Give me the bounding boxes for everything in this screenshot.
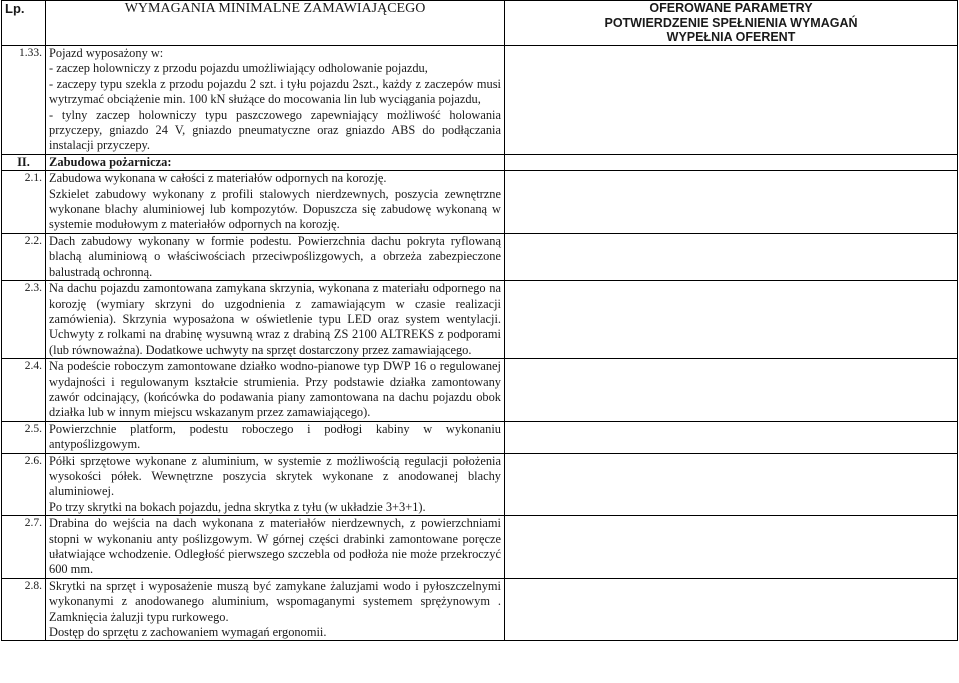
table-row-2-2 (2, 233, 958, 280)
requirement-paragraph: Powierzchnie platform, podestu roboczego i podłogi kabiny w wykonaniu antypoślizgowym. (49, 421, 501, 452)
row-number: 2.4. (2, 359, 46, 422)
requirement-paragraph: Szkielet zabudowy wykonany z profili stalowych nierdzewnych, poszycia zewnętrzne wykonane blachy aluminiowej lub kompozytów. Dopuszcza się zabudowę wykonaną w systemie modułowym z materiałów odpornych na korozję. (49, 186, 501, 232)
requirement-paragraph: Półki sprzętowe wykonane z aluminium, w systemie z możliwością regulacji położenia wysokości półek. Wewnętrzne poszycia skrytek wykonane z anodowanej blachy aluminiowej. (49, 453, 501, 499)
table-row-2-7 (2, 516, 958, 579)
row-number: 2.6. (2, 453, 46, 516)
table-row-2-8 (2, 578, 958, 641)
section-number: II. (2, 154, 46, 170)
requirement-paragraph: - zaczepy typu szekla z przodu pojazdu 2 szt. i tyłu pojazdu 2szt., każdy z zaczepów musi wytrzymać obciążenie min. 100 kN służące do mocowania lin lub wyciągania pojazdu, (49, 76, 501, 107)
requirement-paragraph: Dach zabudowy wykonany w formie podestu. Powierzchnia dachu pokryta ryflowaną blachą aluminiową o właściwościach przeciwpoślizgowych, a obrzeża zabezpieczone balustradą ochronną. (49, 233, 501, 279)
offered-cell[interactable] (505, 281, 958, 359)
row-number: 2.8. (2, 578, 46, 641)
offered-cell[interactable] (505, 359, 958, 422)
table-row-1-33 (2, 46, 958, 155)
table-row-2-5 (2, 421, 958, 453)
row-requirement (46, 281, 505, 359)
offered-cell[interactable] (505, 453, 958, 516)
row-requirement (46, 453, 505, 516)
offered-cell[interactable] (505, 46, 958, 155)
row-requirement (46, 233, 505, 280)
requirement-paragraph: Drabina do wejścia na dach wykonana z materiałów nierdzewnych, z powierzchniami stopni w wykonaniu anty poślizgowym. W górnej części drabinki zamontowane poręcze ułatwiające wchodzenie. Odległość pierwszego szczebla od podłoża nie może przekroczyć 600 mm. (49, 516, 501, 577)
requirements-table (1, 0, 958, 641)
requirement-paragraph: Na podeście roboczym zamontowane działko wodno-pianowe typ DWP 16 o regulowanej wydajności i regulowanym kształcie strumienia. Przy podstawie działka zamontowany zawór odcinający, (końcówka do podawania piany zamontowana na dachu pojazdu obok działka lub w innym miejscu wskazanym przez zamawiającego). (49, 359, 501, 420)
header-offered-line3: WYPEŁNIA OFERENT (666, 30, 796, 44)
requirement-paragraph: Na dachu pojazdu zamontowana zamykana skrzynia, wykonana z materiału odpornego na korozję (wymiary skrzyni do uzgodnienia z zamawiającym w czasie realizacji zamówienia). Skrzynia wyposażona w oświetlenie typu LED oraz system wentylacji. Uchwyty z rolkami na drabinę wysuwną wraz z drabiną ZS 2100 ALTREKS z podporami (lub równoważna). Dodatkowe uchwyty na sprzęt dostarczony przez zamawiającego. (49, 281, 501, 357)
requirement-paragraph: - zaczep holowniczy z przodu pojazdu umożliwiający odholowanie pojazdu, (49, 61, 428, 76)
requirement-paragraph: Skrytki na sprzęt i wyposażenie muszą być zamykane żaluzjami wodo i pyłoszczelnymi wykonanymi z anodowanego aluminium, wspomaganymi systemem sprężynowym . Zamknięcia żaluzji typu rurkowego. (49, 578, 501, 624)
offered-cell[interactable] (505, 154, 958, 170)
table-row-2-3 (2, 281, 958, 359)
requirement-paragraph: Po trzy skrytki na bokach pojazdu, jedna skrytka z tyłu (w układzie 3+3+1). (49, 499, 426, 514)
requirement-paragraph: - tylny zaczep holowniczy typu paszczowego zapewniający możliwość holowania przyczepy, gniazdo 24 V, gniazdo pneumatyczne oraz gniazdo ABS do podłączania instalacji przyczepy. (49, 107, 501, 153)
row-number: 2.3. (2, 281, 46, 359)
row-number: 1.33. (2, 46, 46, 155)
header-requirements: WYMAGANIA MINIMALNE ZAMAWIAJĄCEGO (46, 1, 505, 46)
row-number: 2.7. (2, 516, 46, 579)
table-row-2-4 (2, 359, 958, 422)
header-offered-line1: OFEROWANE PARAMETRY (649, 1, 813, 15)
row-number: 2.2. (2, 233, 46, 280)
header-lp: Lp. (2, 1, 46, 46)
table-row-2-6 (2, 453, 958, 516)
offered-cell[interactable] (505, 171, 958, 234)
row-number: 2.5. (2, 421, 46, 453)
row-requirement (46, 578, 505, 641)
offered-cell[interactable] (505, 233, 958, 280)
offered-cell[interactable] (505, 516, 958, 579)
row-requirement (46, 421, 505, 453)
table-row-2-1 (2, 171, 958, 234)
requirement-paragraph: Pojazd wyposażony w: (49, 46, 164, 60)
section-title: Zabudowa pożarnicza: (46, 154, 505, 170)
section-row (2, 154, 958, 170)
requirement-paragraph: Zabudowa wykonana w całości z materiałów odpornych na korozję. (49, 171, 387, 186)
row-requirement (46, 516, 505, 579)
row-requirement (46, 359, 505, 422)
requirement-paragraph: Dostęp do sprzętu z zachowaniem wymagań ergonomii. (49, 625, 327, 640)
offered-cell[interactable] (505, 578, 958, 641)
offered-cell[interactable] (505, 421, 958, 453)
header-offered-line2: POTWIERDZENIE SPEŁNIENIA WYMAGAŃ (604, 15, 858, 30)
table-header-row (2, 1, 958, 46)
header-offered (505, 1, 958, 46)
row-requirement (46, 46, 505, 155)
row-requirement (46, 171, 505, 234)
row-number: 2.1. (2, 171, 46, 234)
